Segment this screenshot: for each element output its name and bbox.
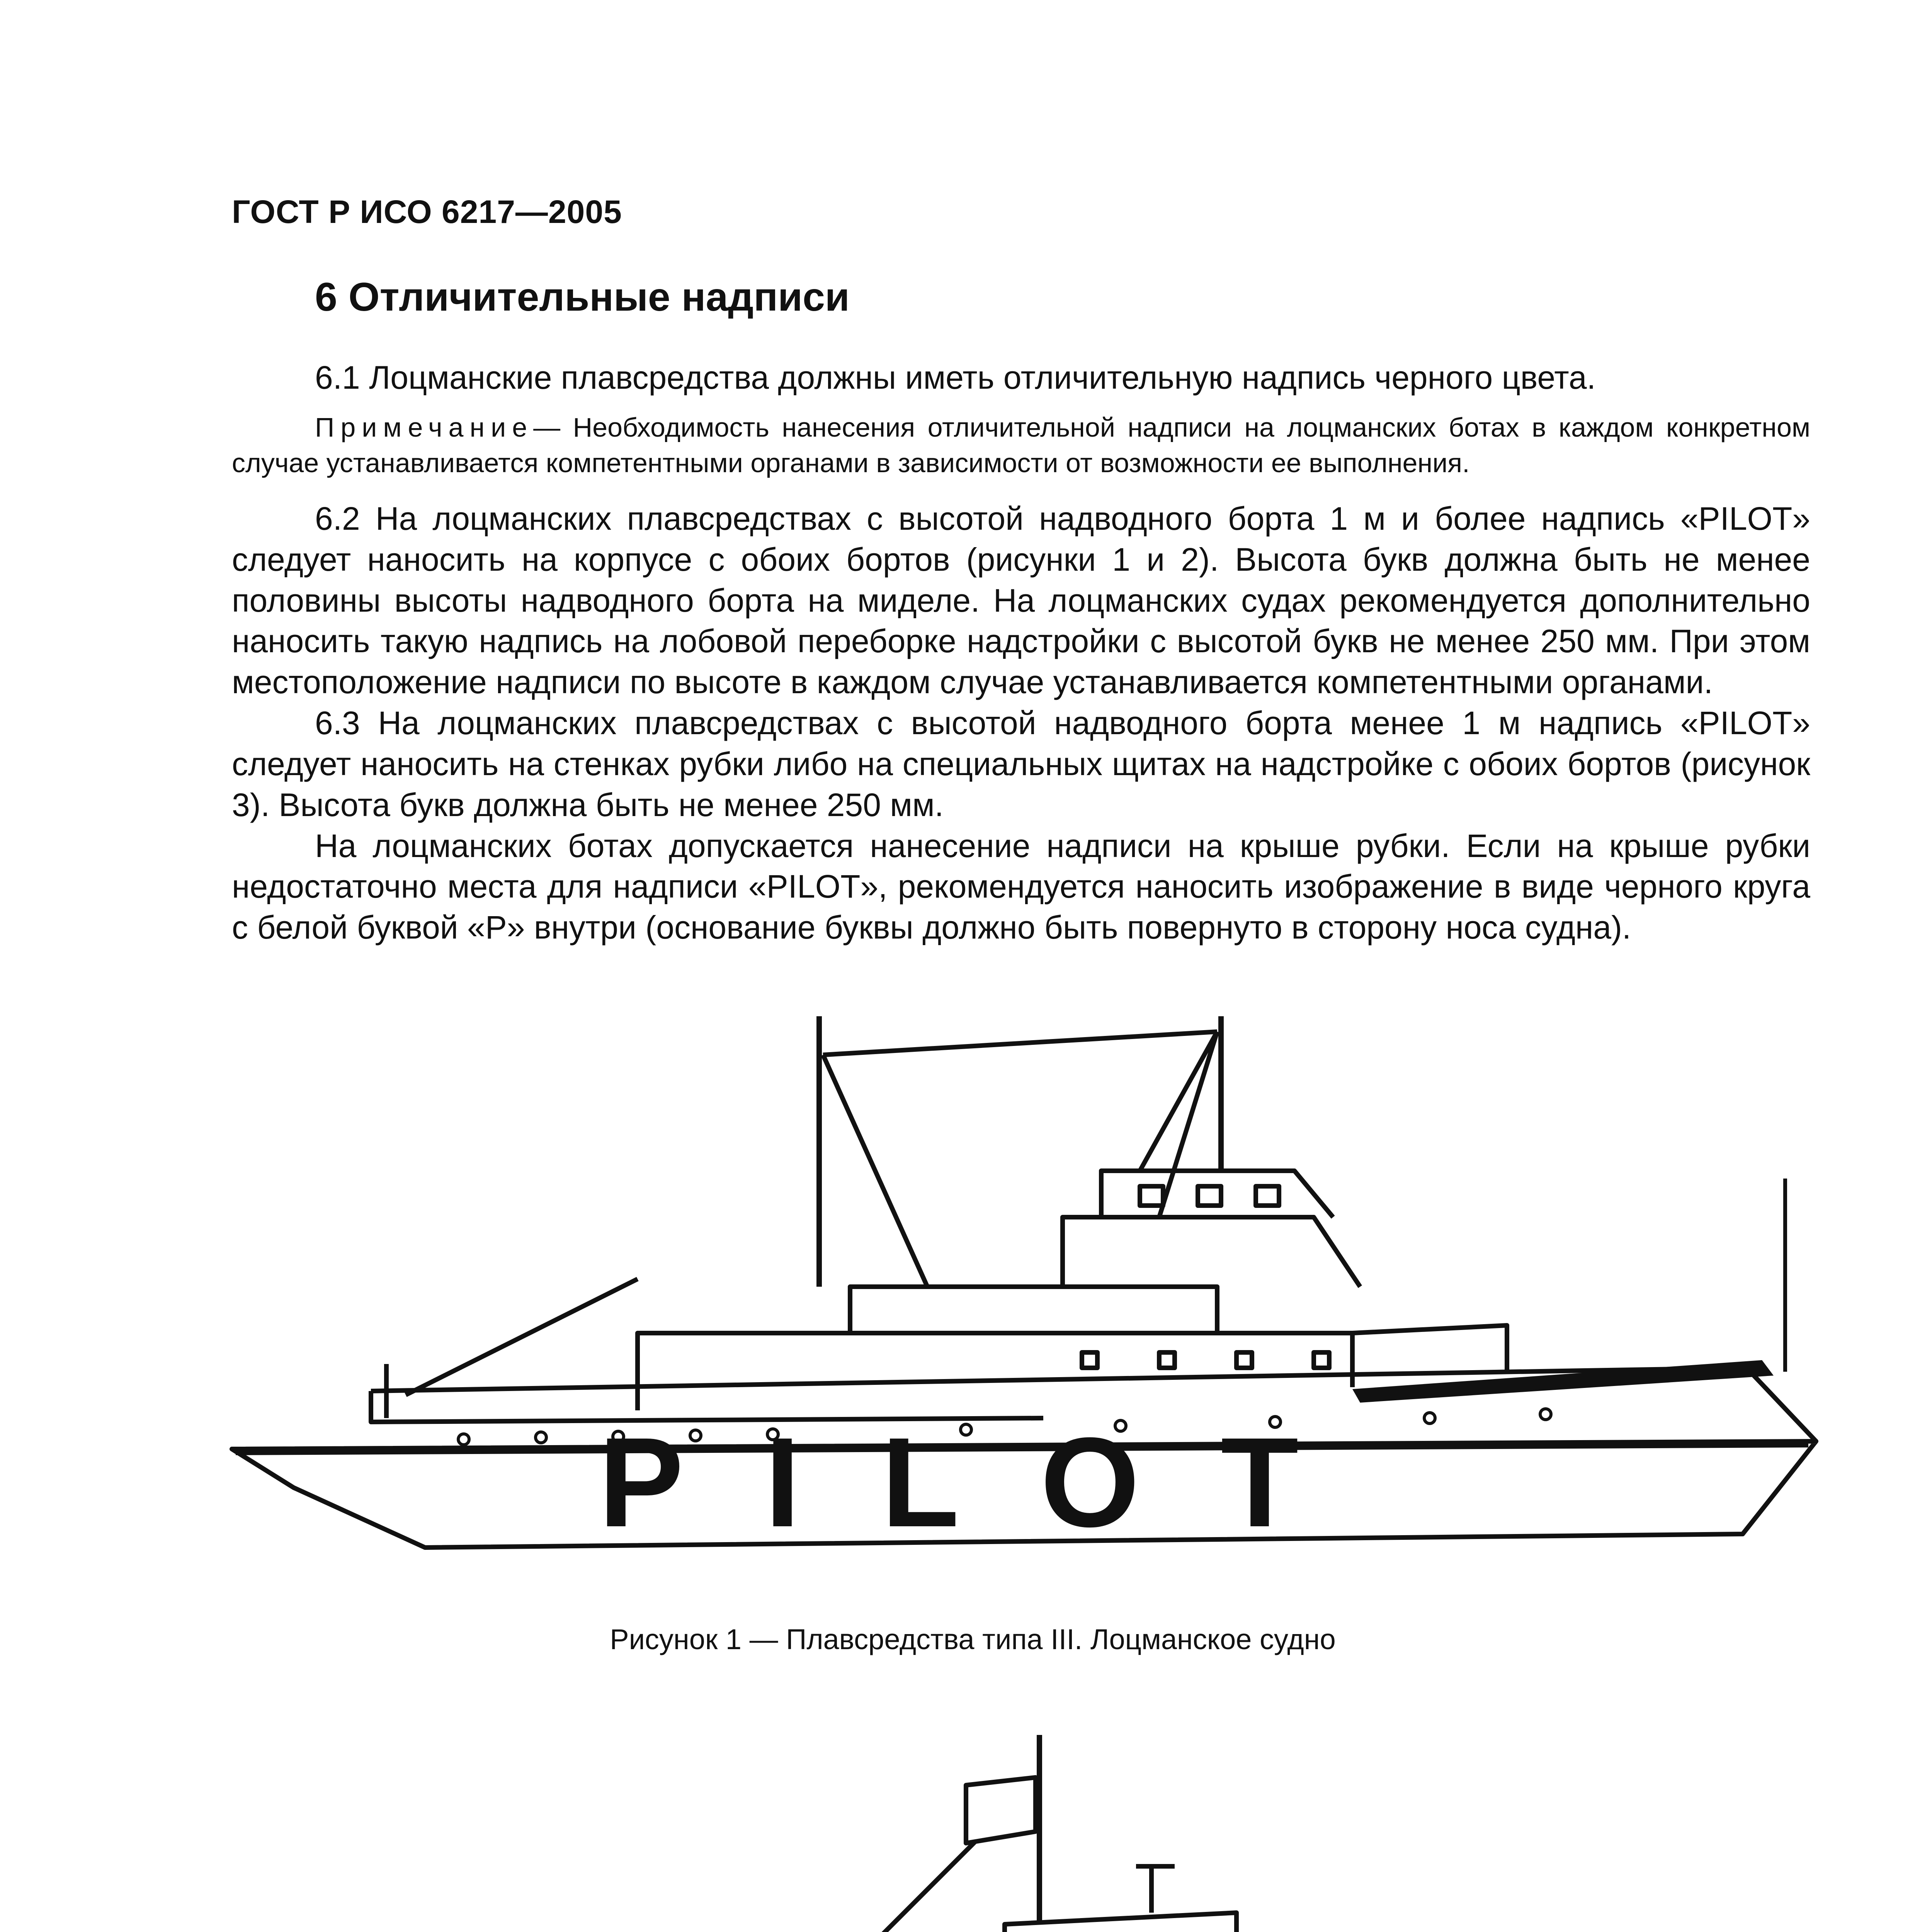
- section-title: 6 Отличительные надписи: [315, 275, 850, 320]
- note-body: — Необходимость нанесения отличительной надписи на лоцманских ботах в каждом конкретном случае устанавливается компетентными органами в зависимости от возможности ее выполнения.: [232, 412, 1810, 478]
- figure-1-pilot-vessel-drawing: [0, 985, 1932, 1565]
- figure-1-caption: Рисунок 1 — Плавсредства типа III. Лоцманское судно: [610, 1623, 1336, 1655]
- standard-header: ГОСТ Р ИСО 6217—2005: [232, 194, 622, 230]
- note-label: Примечание: [315, 412, 534, 442]
- paragraph-6-1-text: 6.1 Лоцманские плавсредства должны иметь отличительную надпись черного цвета.: [315, 359, 1596, 396]
- note-block: [232, 410, 1810, 481]
- figure-2-pilot-launch-drawing: [0, 1719, 1932, 1932]
- paragraph-6-3: 6.3 На лоцманских плавсредствах с высотой надводного борта менее 1 м надпись «PILOT» следует наносить на стенках рубки либо на специальных щитах на надстройке с обоих бортов (рисунок 3). Высота букв должна быть не менее 250 мм.: [232, 705, 1810, 823]
- paragraph-6-3-continued: На лоцманских ботах допускается нанесение надписи на крыше рубки. Если на крыше рубки недостаточно места для надписи «PILOT», рекомендуется наносить изображение в виде черного круга с белой буквой «P» внутри (основание буквы должно быть повернуто в сторону носа судна).: [232, 827, 1810, 946]
- main-text: [232, 498, 1810, 948]
- paragraph-6-1: [232, 357, 1810, 398]
- figure-1-hull-lettering: PILOT: [599, 1411, 1380, 1553]
- paragraph-6-2: 6.2 На лоцманских плавсредствах с высотой надводного борта 1 м и более надпись «PILOT» следует наносить на корпусе с обоих бортов (рисунки 1 и 2). Высота букв должна быть не менее половины высоты надводного борта на миделе. На лоцманских судах рекомендуется дополнительно наносить такую надпись на лобовой переборке надстройки с высотой букв не менее 250 мм. При этом местоположение надписи по высоте в каждом случае устанавливается компетентными органами.: [232, 500, 1810, 701]
- note-text: [232, 410, 1810, 481]
